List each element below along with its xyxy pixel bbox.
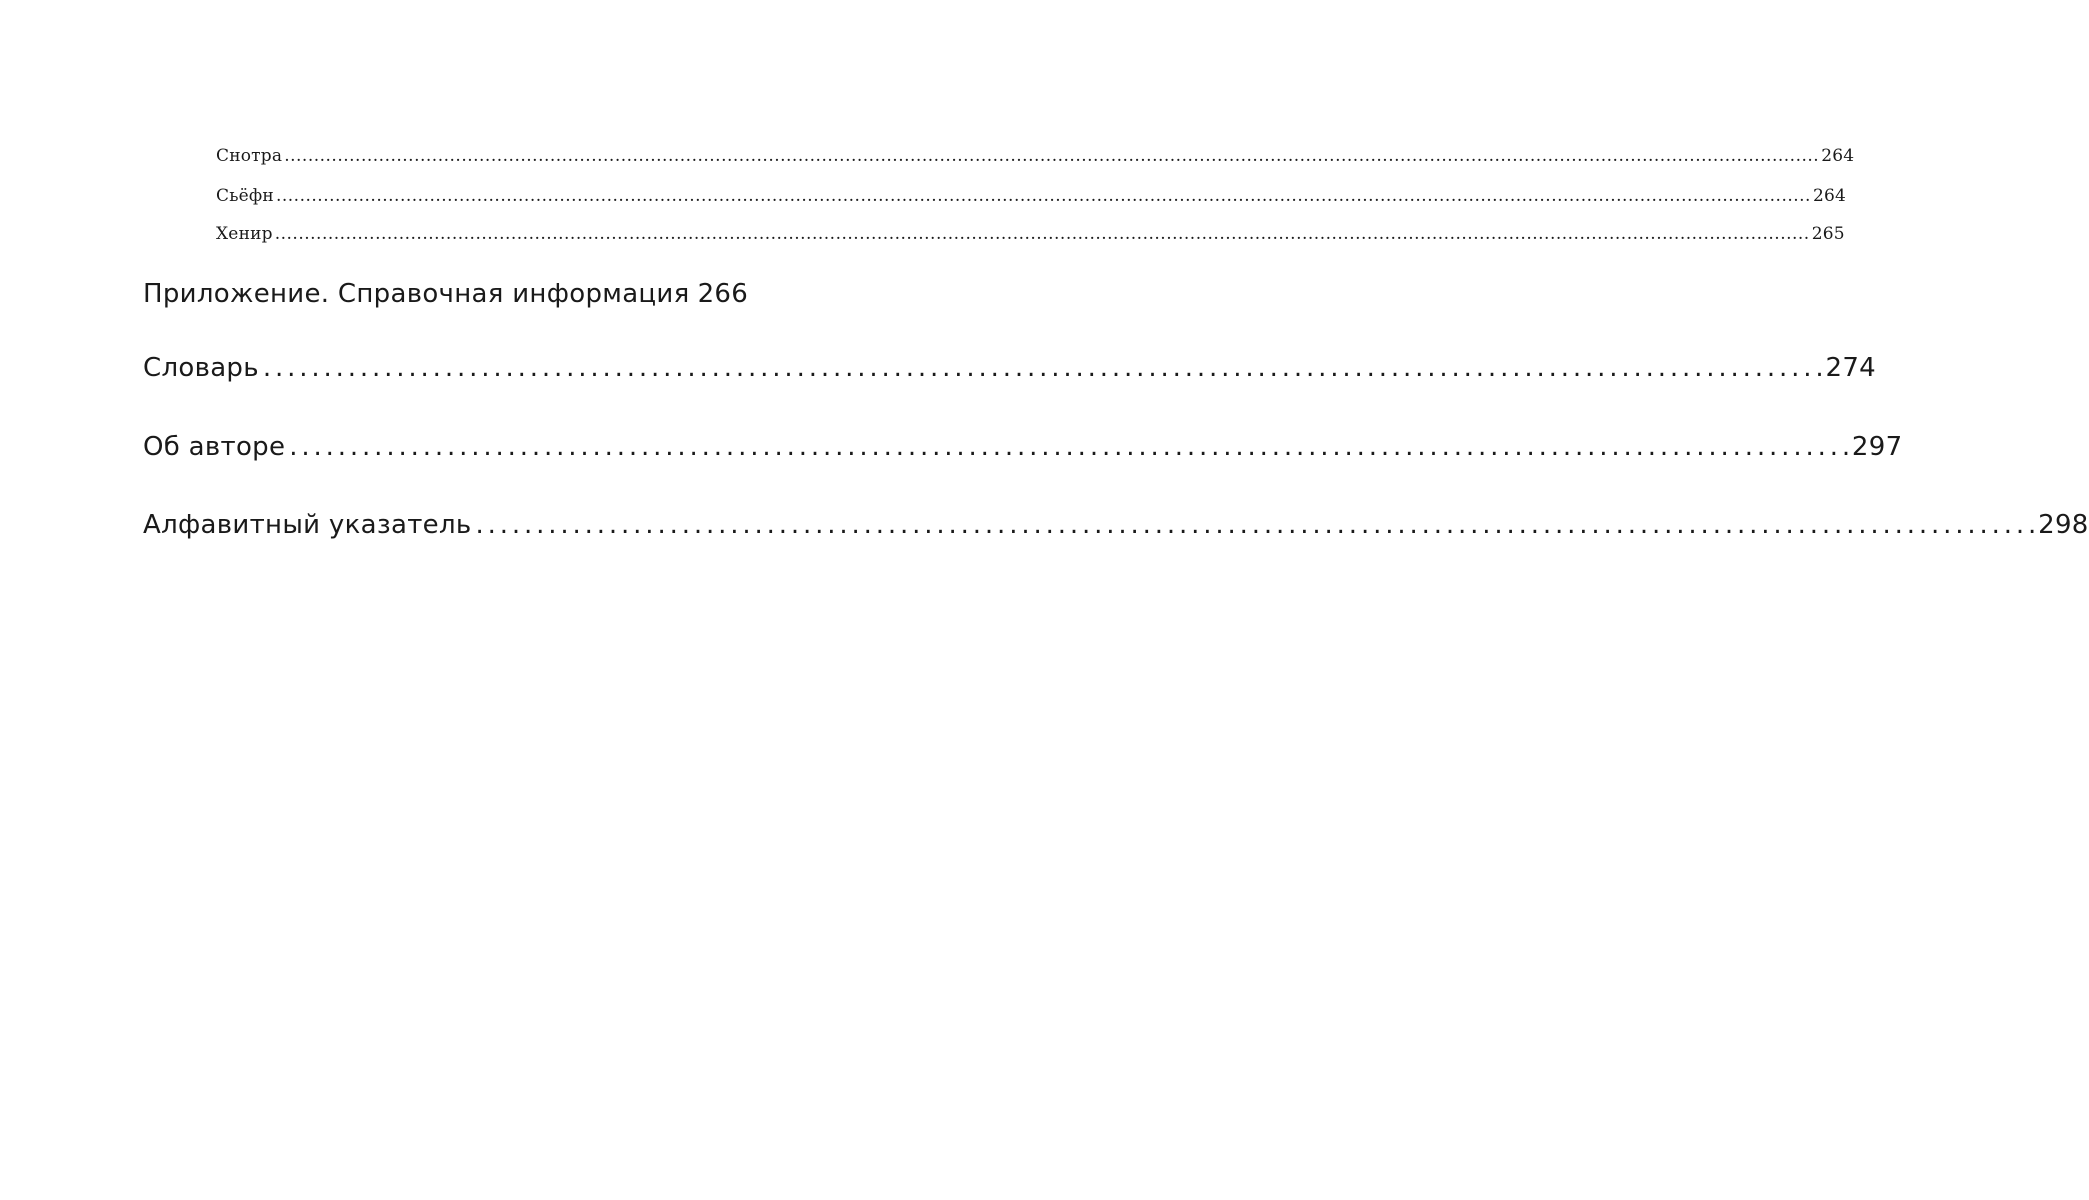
- dot-leader: [289, 432, 1848, 462]
- dot-leader: [284, 146, 1819, 166]
- toc-subentry-title: Снотра: [216, 146, 283, 166]
- toc-entry: [143, 432, 1903, 462]
- toc-entry-page: 297: [1851, 432, 1903, 462]
- toc-entry-title: Приложение. Справочная информация: [143, 279, 690, 309]
- toc-entry-title: Алфавитный указатель: [143, 510, 472, 540]
- dot-leader: [275, 224, 1810, 244]
- toc-subentry: [216, 146, 1855, 166]
- toc-subentry-page: 264: [1812, 186, 1847, 206]
- toc-subentry-page: 265: [1811, 224, 1845, 244]
- toc-subentry-title: Сьёфн: [216, 186, 274, 206]
- toc-entry-title: Словарь: [143, 353, 259, 383]
- toc-subentry-title: Хенир: [216, 224, 273, 244]
- toc-subentry-page: 264: [1821, 146, 1855, 166]
- toc-entry: [143, 353, 1877, 383]
- dot-leader: [276, 186, 1811, 206]
- toc-entry-page: 274: [1825, 353, 1877, 383]
- dot-leader: [476, 510, 2035, 540]
- toc-entry-page: 266: [697, 279, 749, 309]
- toc-subentry: [216, 186, 1847, 206]
- dot-leader: [263, 353, 1822, 383]
- toc-entry-title: Об авторе: [143, 432, 286, 462]
- toc-subentry: [216, 224, 1845, 244]
- toc-entry: [143, 510, 2089, 540]
- toc-entry: [143, 279, 749, 309]
- toc-entry-page: 298: [2038, 510, 2089, 540]
